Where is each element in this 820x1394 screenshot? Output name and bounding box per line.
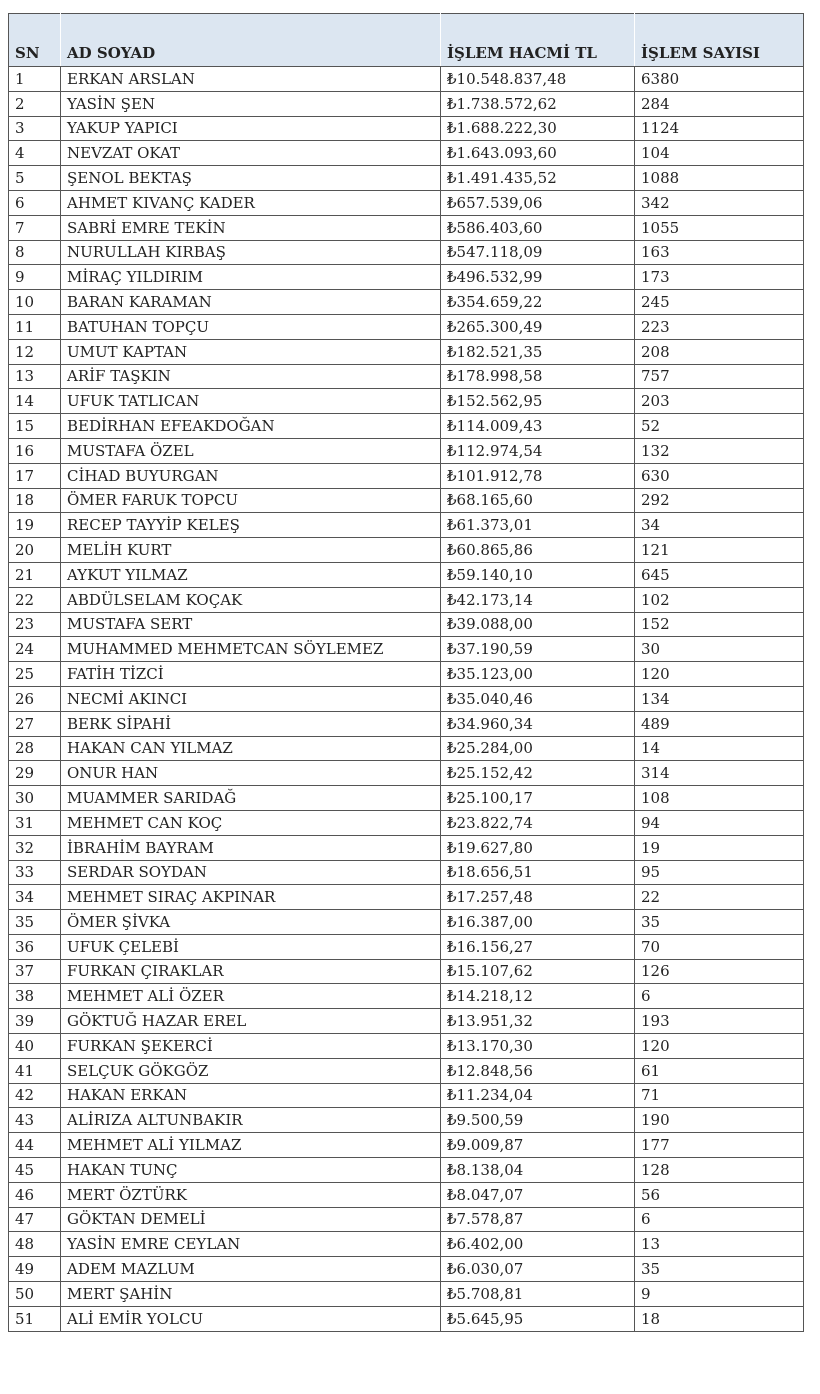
cell-name: ÖMER FARUK TOPCU <box>61 488 441 513</box>
table-row <box>9 190 804 215</box>
cell-count: 120 <box>635 662 804 687</box>
cell-volume: ₺5.708,81 <box>441 1282 635 1307</box>
cell-volume: ₺34.960,34 <box>441 711 635 736</box>
cell-count: 134 <box>635 686 804 711</box>
cell-name: YASİN EMRE CEYLAN <box>61 1232 441 1257</box>
cell-name: MEHMET CAN KOÇ <box>61 810 441 835</box>
cell-sn: 2 <box>9 91 61 116</box>
table-row <box>9 1083 804 1108</box>
cell-name: ERKAN ARSLAN <box>61 67 441 92</box>
header-sn: SN <box>9 14 61 67</box>
table-row <box>9 1207 804 1232</box>
cell-count: 489 <box>635 711 804 736</box>
table-row <box>9 488 804 513</box>
cell-count: 19 <box>635 835 804 860</box>
cell-name: MEHMET ALİ ÖZER <box>61 984 441 1009</box>
table-row <box>9 910 804 935</box>
table-row <box>9 587 804 612</box>
cell-count: 757 <box>635 364 804 389</box>
table-row <box>9 1158 804 1183</box>
cell-count: 193 <box>635 1009 804 1034</box>
cell-name: RECEP TAYYİP KELEŞ <box>61 513 441 538</box>
table-row <box>9 662 804 687</box>
cell-volume: ₺1.491.435,52 <box>441 166 635 191</box>
cell-volume: ₺1.688.222,30 <box>441 116 635 141</box>
cell-name: ÖMER ŞİVKA <box>61 910 441 935</box>
cell-volume: ₺11.234,04 <box>441 1083 635 1108</box>
cell-count: 71 <box>635 1083 804 1108</box>
cell-count: 13 <box>635 1232 804 1257</box>
cell-count: 177 <box>635 1133 804 1158</box>
cell-sn: 41 <box>9 1058 61 1083</box>
cell-name: SABRİ EMRE TEKİN <box>61 215 441 240</box>
cell-volume: ₺59.140,10 <box>441 562 635 587</box>
cell-sn: 43 <box>9 1108 61 1133</box>
cell-name: SELÇUK GÖKGÖZ <box>61 1058 441 1083</box>
table-row <box>9 686 804 711</box>
cell-name: GÖKTAN DEMELİ <box>61 1207 441 1232</box>
table-row <box>9 166 804 191</box>
cell-volume: ₺16.387,00 <box>441 910 635 935</box>
cell-count: 292 <box>635 488 804 513</box>
cell-name: UFUK ÇELEBİ <box>61 934 441 959</box>
cell-sn: 30 <box>9 786 61 811</box>
cell-count: 56 <box>635 1182 804 1207</box>
table-row <box>9 1034 804 1059</box>
cell-name: MUSTAFA SERT <box>61 612 441 637</box>
table-row <box>9 290 804 315</box>
cell-sn: 17 <box>9 463 61 488</box>
table-row <box>9 1133 804 1158</box>
cell-name: MERT ÖZTÜRK <box>61 1182 441 1207</box>
cell-name: FURKAN ŞEKERCİ <box>61 1034 441 1059</box>
cell-count: 14 <box>635 736 804 761</box>
table-row <box>9 1282 804 1307</box>
cell-name: BEDİRHAN EFEAKDOĞAN <box>61 414 441 439</box>
cell-count: 34 <box>635 513 804 538</box>
cell-sn: 16 <box>9 438 61 463</box>
transaction-table <box>8 13 804 1332</box>
cell-sn: 49 <box>9 1257 61 1282</box>
cell-volume: ₺68.165,60 <box>441 488 635 513</box>
cell-count: 284 <box>635 91 804 116</box>
cell-volume: ₺13.170,30 <box>441 1034 635 1059</box>
header-row <box>9 14 804 67</box>
cell-volume: ₺10.548.837,48 <box>441 67 635 92</box>
cell-name: BARAN KARAMAN <box>61 290 441 315</box>
cell-count: 173 <box>635 265 804 290</box>
cell-volume: ₺13.951,32 <box>441 1009 635 1034</box>
cell-sn: 15 <box>9 414 61 439</box>
cell-count: 18 <box>635 1306 804 1331</box>
cell-sn: 20 <box>9 538 61 563</box>
cell-sn: 50 <box>9 1282 61 1307</box>
cell-count: 6 <box>635 1207 804 1232</box>
cell-volume: ₺496.532,99 <box>441 265 635 290</box>
table-row <box>9 67 804 92</box>
table-row <box>9 959 804 984</box>
cell-volume: ₺586.403,60 <box>441 215 635 240</box>
table-row <box>9 1232 804 1257</box>
cell-volume: ₺6.030,07 <box>441 1257 635 1282</box>
cell-sn: 19 <box>9 513 61 538</box>
cell-name: UMUT KAPTAN <box>61 339 441 364</box>
cell-count: 152 <box>635 612 804 637</box>
cell-count: 245 <box>635 290 804 315</box>
cell-sn: 22 <box>9 587 61 612</box>
table-body <box>9 67 804 1332</box>
cell-sn: 33 <box>9 860 61 885</box>
cell-count: 314 <box>635 761 804 786</box>
table-row <box>9 116 804 141</box>
cell-volume: ₺42.173,14 <box>441 587 635 612</box>
table-row <box>9 562 804 587</box>
table-row <box>9 761 804 786</box>
table-row <box>9 265 804 290</box>
cell-sn: 47 <box>9 1207 61 1232</box>
cell-volume: ₺7.578,87 <box>441 1207 635 1232</box>
cell-name: ALİ EMİR YOLCU <box>61 1306 441 1331</box>
cell-volume: ₺114.009,43 <box>441 414 635 439</box>
header-volume: İŞLEM HACMİ TL <box>441 14 635 67</box>
table-row <box>9 1257 804 1282</box>
cell-count: 104 <box>635 141 804 166</box>
cell-count: 108 <box>635 786 804 811</box>
cell-volume: ₺25.100,17 <box>441 786 635 811</box>
table-row <box>9 339 804 364</box>
cell-sn: 31 <box>9 810 61 835</box>
cell-sn: 23 <box>9 612 61 637</box>
cell-volume: ₺25.284,00 <box>441 736 635 761</box>
table-row <box>9 934 804 959</box>
cell-name: NURULLAH KIRBAŞ <box>61 240 441 265</box>
table-row <box>9 1306 804 1331</box>
cell-sn: 38 <box>9 984 61 1009</box>
cell-count: 342 <box>635 190 804 215</box>
table-row <box>9 612 804 637</box>
cell-name: ONUR HAN <box>61 761 441 786</box>
cell-count: 9 <box>635 1282 804 1307</box>
table-row <box>9 1058 804 1083</box>
cell-volume: ₺8.138,04 <box>441 1158 635 1183</box>
cell-count: 70 <box>635 934 804 959</box>
cell-sn: 10 <box>9 290 61 315</box>
table-row <box>9 414 804 439</box>
cell-sn: 34 <box>9 885 61 910</box>
cell-name: BERK SİPAHİ <box>61 711 441 736</box>
cell-name: HAKAN TUNÇ <box>61 1158 441 1183</box>
cell-volume: ₺1.643.093,60 <box>441 141 635 166</box>
table-row <box>9 364 804 389</box>
cell-count: 128 <box>635 1158 804 1183</box>
table-row <box>9 984 804 1009</box>
table-row <box>9 637 804 662</box>
cell-name: ARİF TAŞKIN <box>61 364 441 389</box>
cell-volume: ₺657.539,06 <box>441 190 635 215</box>
cell-name: UFUK TATLICAN <box>61 389 441 414</box>
cell-count: 1088 <box>635 166 804 191</box>
cell-sn: 6 <box>9 190 61 215</box>
cell-volume: ₺39.088,00 <box>441 612 635 637</box>
cell-name: SERDAR SOYDAN <box>61 860 441 885</box>
cell-volume: ₺16.156,27 <box>441 934 635 959</box>
cell-volume: ₺112.974,54 <box>441 438 635 463</box>
cell-count: 35 <box>635 910 804 935</box>
table-row <box>9 1182 804 1207</box>
cell-name: CİHAD BUYURGAN <box>61 463 441 488</box>
cell-name: FATİH TİZCİ <box>61 662 441 687</box>
cell-sn: 18 <box>9 488 61 513</box>
cell-count: 52 <box>635 414 804 439</box>
table-row <box>9 141 804 166</box>
cell-count: 1055 <box>635 215 804 240</box>
cell-sn: 9 <box>9 265 61 290</box>
cell-volume: ₺35.123,00 <box>441 662 635 687</box>
cell-name: AYKUT YILMAZ <box>61 562 441 587</box>
cell-volume: ₺9.500,59 <box>441 1108 635 1133</box>
cell-volume: ₺23.822,74 <box>441 810 635 835</box>
cell-name: YASİN ŞEN <box>61 91 441 116</box>
cell-name: ABDÜLSELAM KOÇAK <box>61 587 441 612</box>
cell-volume: ₺9.009,87 <box>441 1133 635 1158</box>
table-row <box>9 438 804 463</box>
cell-name: İBRAHİM BAYRAM <box>61 835 441 860</box>
cell-name: MELİH KURT <box>61 538 441 563</box>
cell-sn: 27 <box>9 711 61 736</box>
cell-sn: 8 <box>9 240 61 265</box>
cell-volume: ₺178.998,58 <box>441 364 635 389</box>
cell-name: MEHMET ALİ YILMAZ <box>61 1133 441 1158</box>
cell-sn: 25 <box>9 662 61 687</box>
cell-name: MUAMMER SARIDAĞ <box>61 786 441 811</box>
cell-sn: 21 <box>9 562 61 587</box>
cell-count: 94 <box>635 810 804 835</box>
cell-volume: ₺61.373,01 <box>441 513 635 538</box>
table-row <box>9 389 804 414</box>
cell-count: 6380 <box>635 67 804 92</box>
cell-sn: 14 <box>9 389 61 414</box>
cell-sn: 40 <box>9 1034 61 1059</box>
table-row <box>9 786 804 811</box>
cell-sn: 29 <box>9 761 61 786</box>
cell-name: MERT ŞAHİN <box>61 1282 441 1307</box>
cell-name: FURKAN ÇIRAKLAR <box>61 959 441 984</box>
cell-count: 35 <box>635 1257 804 1282</box>
cell-name: AHMET KIVANÇ KADER <box>61 190 441 215</box>
cell-sn: 35 <box>9 910 61 935</box>
cell-volume: ₺182.521,35 <box>441 339 635 364</box>
cell-sn: 13 <box>9 364 61 389</box>
cell-name: ALİRIZA ALTUNBAKIR <box>61 1108 441 1133</box>
cell-sn: 28 <box>9 736 61 761</box>
table-row <box>9 860 804 885</box>
cell-volume: ₺17.257,48 <box>441 885 635 910</box>
cell-count: 203 <box>635 389 804 414</box>
cell-name: YAKUP YAPICI <box>61 116 441 141</box>
cell-count: 208 <box>635 339 804 364</box>
cell-name: BATUHAN TOPÇU <box>61 314 441 339</box>
cell-name: NEVZAT OKAT <box>61 141 441 166</box>
cell-volume: ₺60.865,86 <box>441 538 635 563</box>
cell-sn: 4 <box>9 141 61 166</box>
cell-name: ŞENOL BEKTAŞ <box>61 166 441 191</box>
cell-sn: 3 <box>9 116 61 141</box>
cell-name: GÖKTUĞ HAZAR EREL <box>61 1009 441 1034</box>
cell-volume: ₺15.107,62 <box>441 959 635 984</box>
table-row <box>9 240 804 265</box>
table-row <box>9 215 804 240</box>
cell-name: ADEM MAZLUM <box>61 1257 441 1282</box>
cell-volume: ₺8.047,07 <box>441 1182 635 1207</box>
cell-volume: ₺152.562,95 <box>441 389 635 414</box>
cell-volume: ₺547.118,09 <box>441 240 635 265</box>
header-name: AD SOYAD <box>61 14 441 67</box>
table-row <box>9 538 804 563</box>
cell-name: MEHMET SIRAÇ AKPINAR <box>61 885 441 910</box>
cell-count: 61 <box>635 1058 804 1083</box>
cell-count: 30 <box>635 637 804 662</box>
table-row <box>9 810 804 835</box>
cell-sn: 11 <box>9 314 61 339</box>
cell-count: 132 <box>635 438 804 463</box>
cell-volume: ₺19.627,80 <box>441 835 635 860</box>
cell-volume: ₺1.738.572,62 <box>441 91 635 116</box>
table-row <box>9 463 804 488</box>
cell-count: 630 <box>635 463 804 488</box>
cell-count: 163 <box>635 240 804 265</box>
cell-volume: ₺12.848,56 <box>441 1058 635 1083</box>
cell-volume: ₺6.402,00 <box>441 1232 635 1257</box>
cell-sn: 44 <box>9 1133 61 1158</box>
cell-volume: ₺101.912,78 <box>441 463 635 488</box>
cell-count: 6 <box>635 984 804 1009</box>
cell-name: MUSTAFA ÖZEL <box>61 438 441 463</box>
table-row <box>9 91 804 116</box>
table-row <box>9 1009 804 1034</box>
cell-sn: 51 <box>9 1306 61 1331</box>
cell-sn: 37 <box>9 959 61 984</box>
table-row <box>9 314 804 339</box>
cell-sn: 32 <box>9 835 61 860</box>
cell-name: HAKAN CAN YILMAZ <box>61 736 441 761</box>
cell-count: 120 <box>635 1034 804 1059</box>
table-row <box>9 513 804 538</box>
cell-count: 95 <box>635 860 804 885</box>
table-row <box>9 835 804 860</box>
cell-volume: ₺35.040,46 <box>441 686 635 711</box>
cell-count: 645 <box>635 562 804 587</box>
cell-count: 1124 <box>635 116 804 141</box>
cell-count: 22 <box>635 885 804 910</box>
cell-volume: ₺37.190,59 <box>441 637 635 662</box>
table-row <box>9 885 804 910</box>
cell-count: 223 <box>635 314 804 339</box>
cell-name: HAKAN ERKAN <box>61 1083 441 1108</box>
cell-sn: 46 <box>9 1182 61 1207</box>
table-row <box>9 1108 804 1133</box>
cell-name: MİRAÇ YILDIRIM <box>61 265 441 290</box>
cell-sn: 26 <box>9 686 61 711</box>
table-row <box>9 736 804 761</box>
header-count: İŞLEM SAYISI <box>635 14 804 67</box>
cell-volume: ₺5.645,95 <box>441 1306 635 1331</box>
cell-sn: 5 <box>9 166 61 191</box>
cell-sn: 36 <box>9 934 61 959</box>
cell-sn: 39 <box>9 1009 61 1034</box>
cell-volume: ₺354.659,22 <box>441 290 635 315</box>
cell-name: NECMİ AKINCI <box>61 686 441 711</box>
cell-volume: ₺25.152,42 <box>441 761 635 786</box>
cell-name: MUHAMMED MEHMETCAN SÖYLEMEZ <box>61 637 441 662</box>
cell-count: 190 <box>635 1108 804 1133</box>
cell-sn: 48 <box>9 1232 61 1257</box>
cell-count: 126 <box>635 959 804 984</box>
cell-volume: ₺18.656,51 <box>441 860 635 885</box>
cell-count: 121 <box>635 538 804 563</box>
cell-volume: ₺265.300,49 <box>441 314 635 339</box>
cell-count: 102 <box>635 587 804 612</box>
table-row <box>9 711 804 736</box>
cell-sn: 1 <box>9 67 61 92</box>
cell-sn: 7 <box>9 215 61 240</box>
cell-sn: 45 <box>9 1158 61 1183</box>
cell-volume: ₺14.218,12 <box>441 984 635 1009</box>
cell-sn: 24 <box>9 637 61 662</box>
cell-sn: 12 <box>9 339 61 364</box>
cell-sn: 42 <box>9 1083 61 1108</box>
